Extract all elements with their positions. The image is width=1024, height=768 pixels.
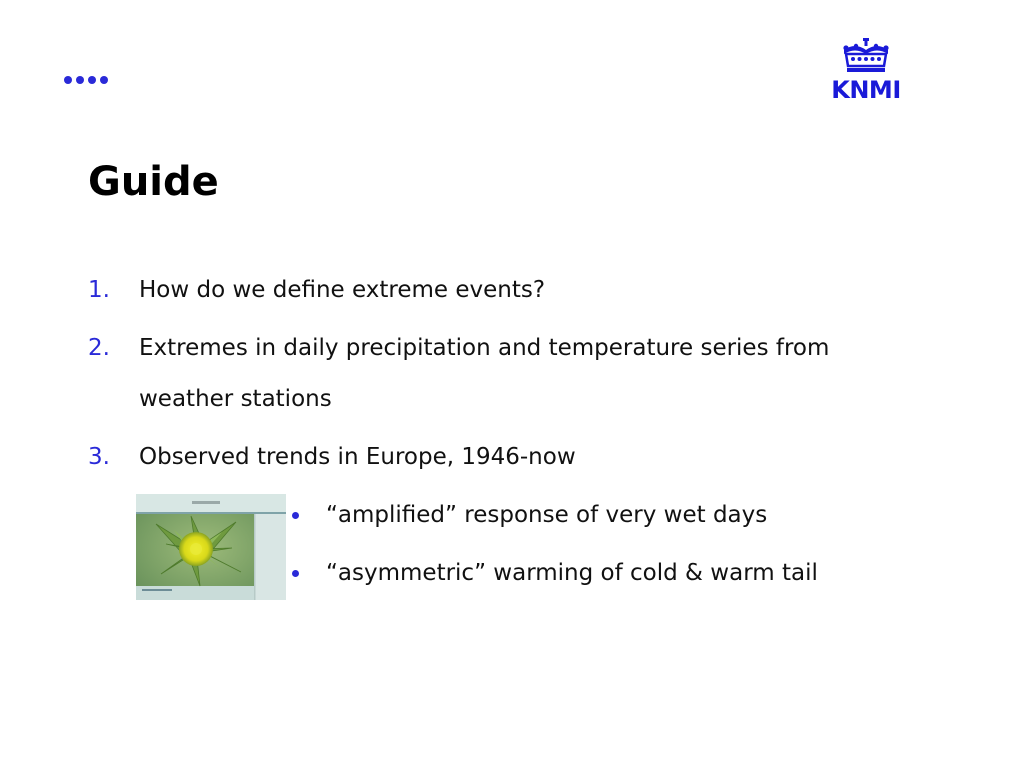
bullet-dot-icon — [292, 570, 299, 577]
item-text: Extremes in daily precipitation and temperature series from weather stations — [139, 335, 830, 412]
item-number: 2. — [88, 335, 110, 361]
item-number: 3. — [88, 444, 110, 470]
item-number: 1. — [88, 277, 110, 303]
dot — [76, 76, 84, 84]
four-dots-icon — [64, 76, 108, 84]
dot — [88, 76, 96, 84]
item-text: Observed trends in Europe, 1946-now — [139, 444, 576, 470]
bullet-dot-icon — [292, 512, 299, 519]
sub-bullet-text: “amplified” response of very wet days — [326, 502, 768, 528]
dot — [100, 76, 108, 84]
item-text: How do we define extreme events? — [139, 277, 546, 303]
page-title: Guide — [88, 159, 219, 205]
crown-icon — [826, 38, 906, 76]
report-cover-sunflower-image — [136, 494, 286, 600]
dot — [64, 76, 72, 84]
logo-text: KNMI — [831, 76, 901, 104]
knmi-logo — [826, 38, 906, 104]
sub-bullet-text: “asymmetric” warming of cold & warm tail — [326, 560, 818, 586]
